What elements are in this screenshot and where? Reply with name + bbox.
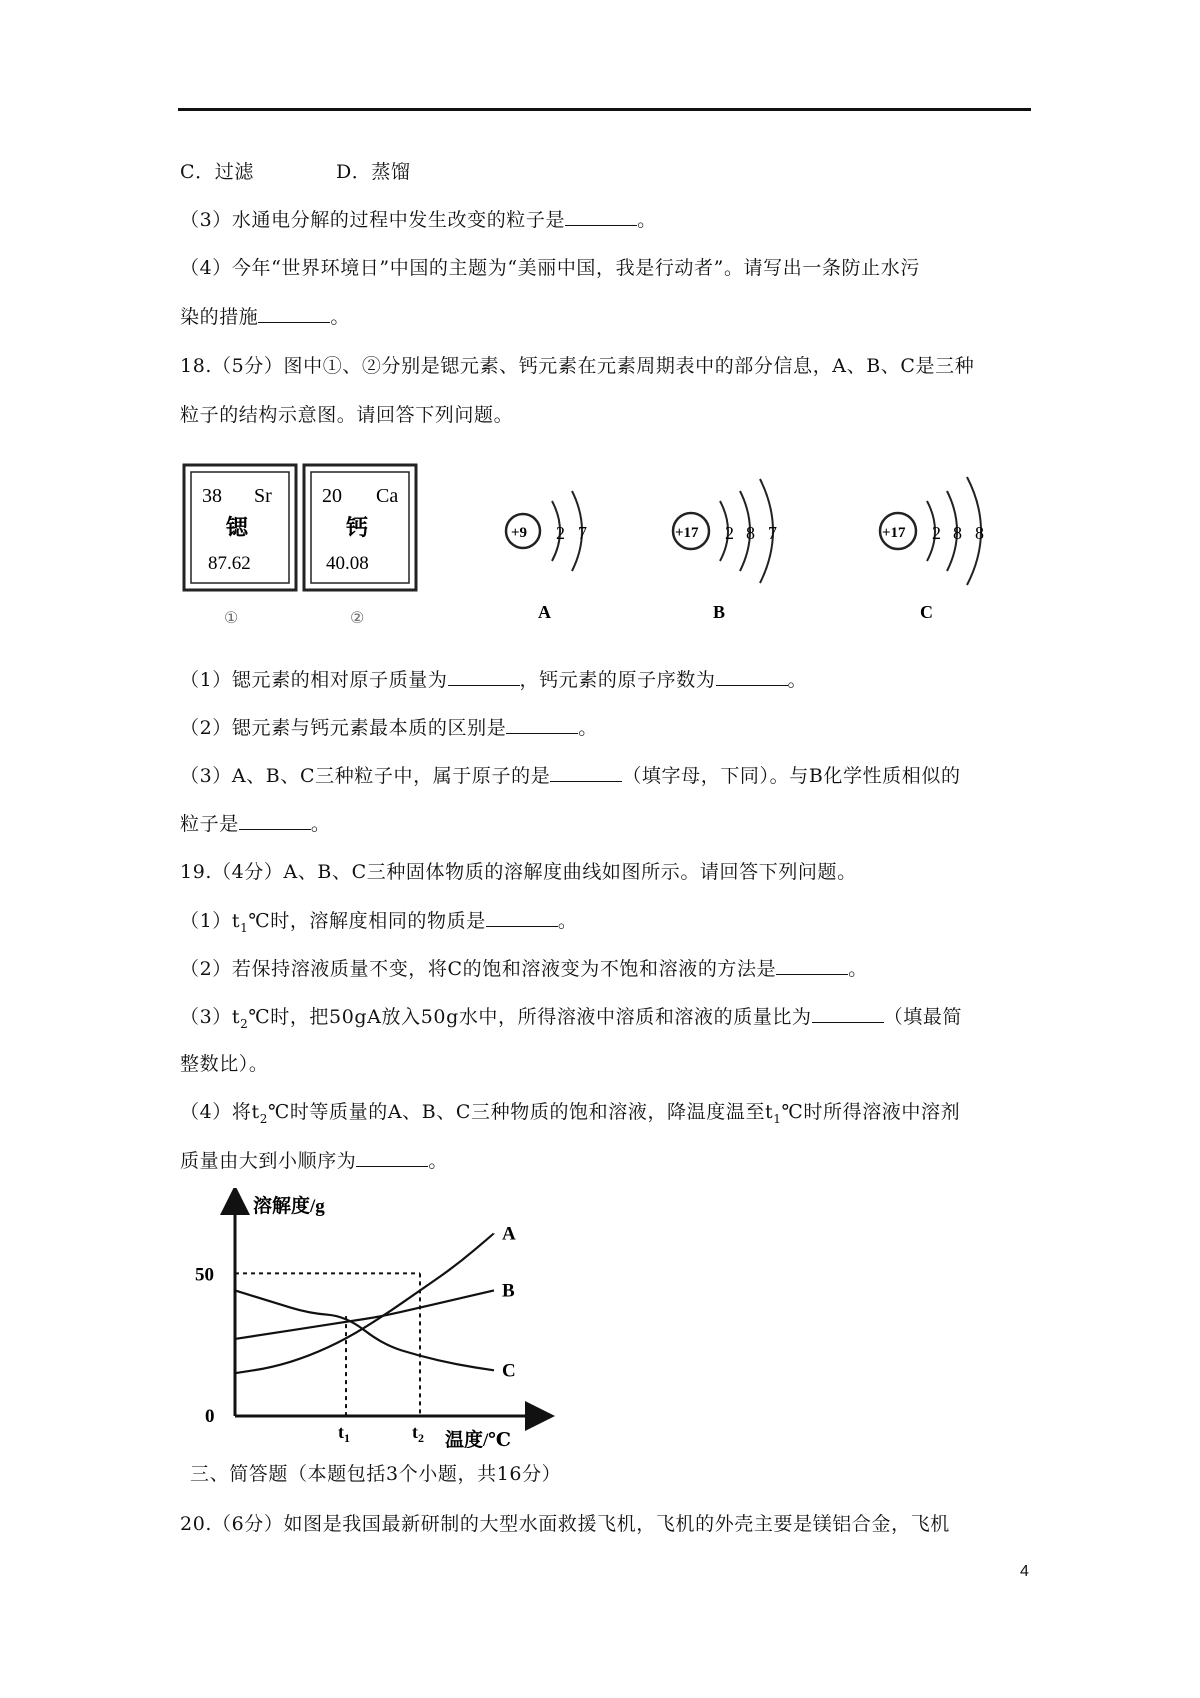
option-d: D．蒸馏 <box>335 161 411 183</box>
element-symbol: Sr <box>254 485 272 507</box>
curve-label-c: C <box>502 1360 516 1382</box>
element-label: ① <box>224 610 239 627</box>
element-mass: 87.62 <box>208 553 251 574</box>
nucleus-charge: +17 <box>675 525 699 541</box>
q18-2: （2）锶元素与钙元素最本质的区别是 。 <box>180 717 598 739</box>
element-name: 锶 <box>226 515 249 540</box>
answer-blank[interactable] <box>448 667 520 686</box>
solubility-chart <box>175 1188 575 1448</box>
shell-electrons: 2 <box>725 523 734 543</box>
x-tick-t2: $t_2$ <box>412 1422 424 1445</box>
page-number: 4 <box>1020 1563 1029 1580</box>
answer-blank[interactable] <box>356 1148 428 1167</box>
q19-4: （4）将$t_2℃$时等质量的A、B、C三种物质的饱和溶液，降温度温至$t_1℃$时所得溶液中溶剂 <box>180 1101 961 1126</box>
element-particle-diagram <box>180 455 1040 640</box>
curve-label-b: B <box>502 1280 515 1302</box>
element-card-sr <box>184 465 296 627</box>
q18-3-cont: 粒子是 。 <box>180 813 331 835</box>
chart-series <box>235 1223 516 1381</box>
answer-blank[interactable] <box>716 667 788 686</box>
element-number: 38 <box>202 485 222 507</box>
y-tick-label: 50 <box>195 1264 214 1286</box>
q17-4: （4）今年“世界环境日”中国的主题为“美丽中国，我是行动者”。请写出一条防止水污 <box>180 257 920 279</box>
header-rule <box>178 108 1031 111</box>
element-mass: 40.08 <box>326 553 369 574</box>
option-c: C．过滤 <box>180 161 254 183</box>
answer-blank[interactable] <box>812 1004 884 1023</box>
chart-guides <box>235 1273 420 1416</box>
particle-c <box>880 477 984 622</box>
nucleus-charge: +17 <box>882 525 906 541</box>
shell-electrons: 2 <box>932 523 941 543</box>
answer-blank[interactable] <box>486 908 558 927</box>
q19-4-cont: 质量由大到小顺序为 。 <box>180 1150 449 1172</box>
element-label: ② <box>350 610 365 627</box>
y-axis-label: 溶解度/g <box>253 1196 325 1217</box>
q19-2: （2）若保持溶液质量不变，将C的饱和溶液变为不饱和溶液的方法是 。 <box>180 958 868 980</box>
element-symbol: Ca <box>376 485 399 507</box>
q17-4-cont: 染的措施 。 <box>180 306 351 328</box>
shell-electrons: 7 <box>768 523 777 543</box>
shell-electrons: 8 <box>746 523 755 543</box>
answer-blank[interactable] <box>239 811 311 830</box>
particle-label: B <box>713 602 726 622</box>
shell-electrons: 2 <box>556 523 565 543</box>
element-name: 钙 <box>346 515 369 540</box>
q18-stem: 18.（5分）图中①、②分别是锶元素、钙元素在元素周期表中的部分信息，A、B、C是三种 <box>180 355 975 377</box>
q17-3: （3）水通电分解的过程中发生改变的粒子是 。 <box>180 209 657 231</box>
shell-electrons: 8 <box>975 523 984 543</box>
q19-stem: 19.（4分）A、B、C三种固体物质的溶解度曲线如图所示。请回答下列问题。 <box>180 861 857 883</box>
answer-blank[interactable] <box>565 207 637 226</box>
element-card-ca <box>304 465 416 627</box>
particle-a <box>506 491 587 622</box>
answer-blank[interactable] <box>776 956 848 975</box>
answer-blank[interactable] <box>506 715 578 734</box>
particle-b <box>673 479 777 622</box>
nucleus-charge: +9 <box>511 525 528 541</box>
q19-1: $(1)t_1℃$时，溶解度相同的物质是 。 <box>180 910 578 935</box>
section-3-heading: 三、简答题（本题包括3个小题，共16分） <box>190 1463 562 1485</box>
q20-stem: 20.（6分）如图是我国最新研制的大型水面救援飞机，飞机的外壳主要是镁铝合金，飞机 <box>180 1513 950 1535</box>
q18-1: （1）锶元素的相对原子质量为 ，钙元素的原子序数为 。 <box>180 669 808 691</box>
q18-3: （3）A、B、C三种粒子中，属于原子的是 （填字母，下同）。与B化学性质相似的 <box>180 765 961 787</box>
shell-electrons: 8 <box>953 523 962 543</box>
element-number: 20 <box>322 485 342 507</box>
q18-stem-cont: 粒子的结构示意图。请回答下列问题。 <box>180 404 514 426</box>
options-cd <box>180 160 411 184</box>
x-tick-t1: $t_1$ <box>338 1422 350 1445</box>
particle-label: C <box>920 602 933 622</box>
curve-label-a: A <box>502 1223 516 1245</box>
q19-3-cont: 整数比）。 <box>180 1053 269 1075</box>
answer-blank[interactable] <box>550 763 622 782</box>
x-axis-label: 温度/℃ <box>445 1430 512 1448</box>
q19-3: $(3)t_2℃$时，把50gA放入50g水中，所得溶液中溶质和溶液的质量比为 （填最简 <box>180 1006 963 1031</box>
curve-c <box>235 1290 494 1370</box>
origin-label: 0 <box>205 1406 215 1427</box>
answer-blank[interactable] <box>258 304 330 323</box>
shell-electrons: 7 <box>578 523 587 543</box>
particle-label: A <box>538 602 551 622</box>
